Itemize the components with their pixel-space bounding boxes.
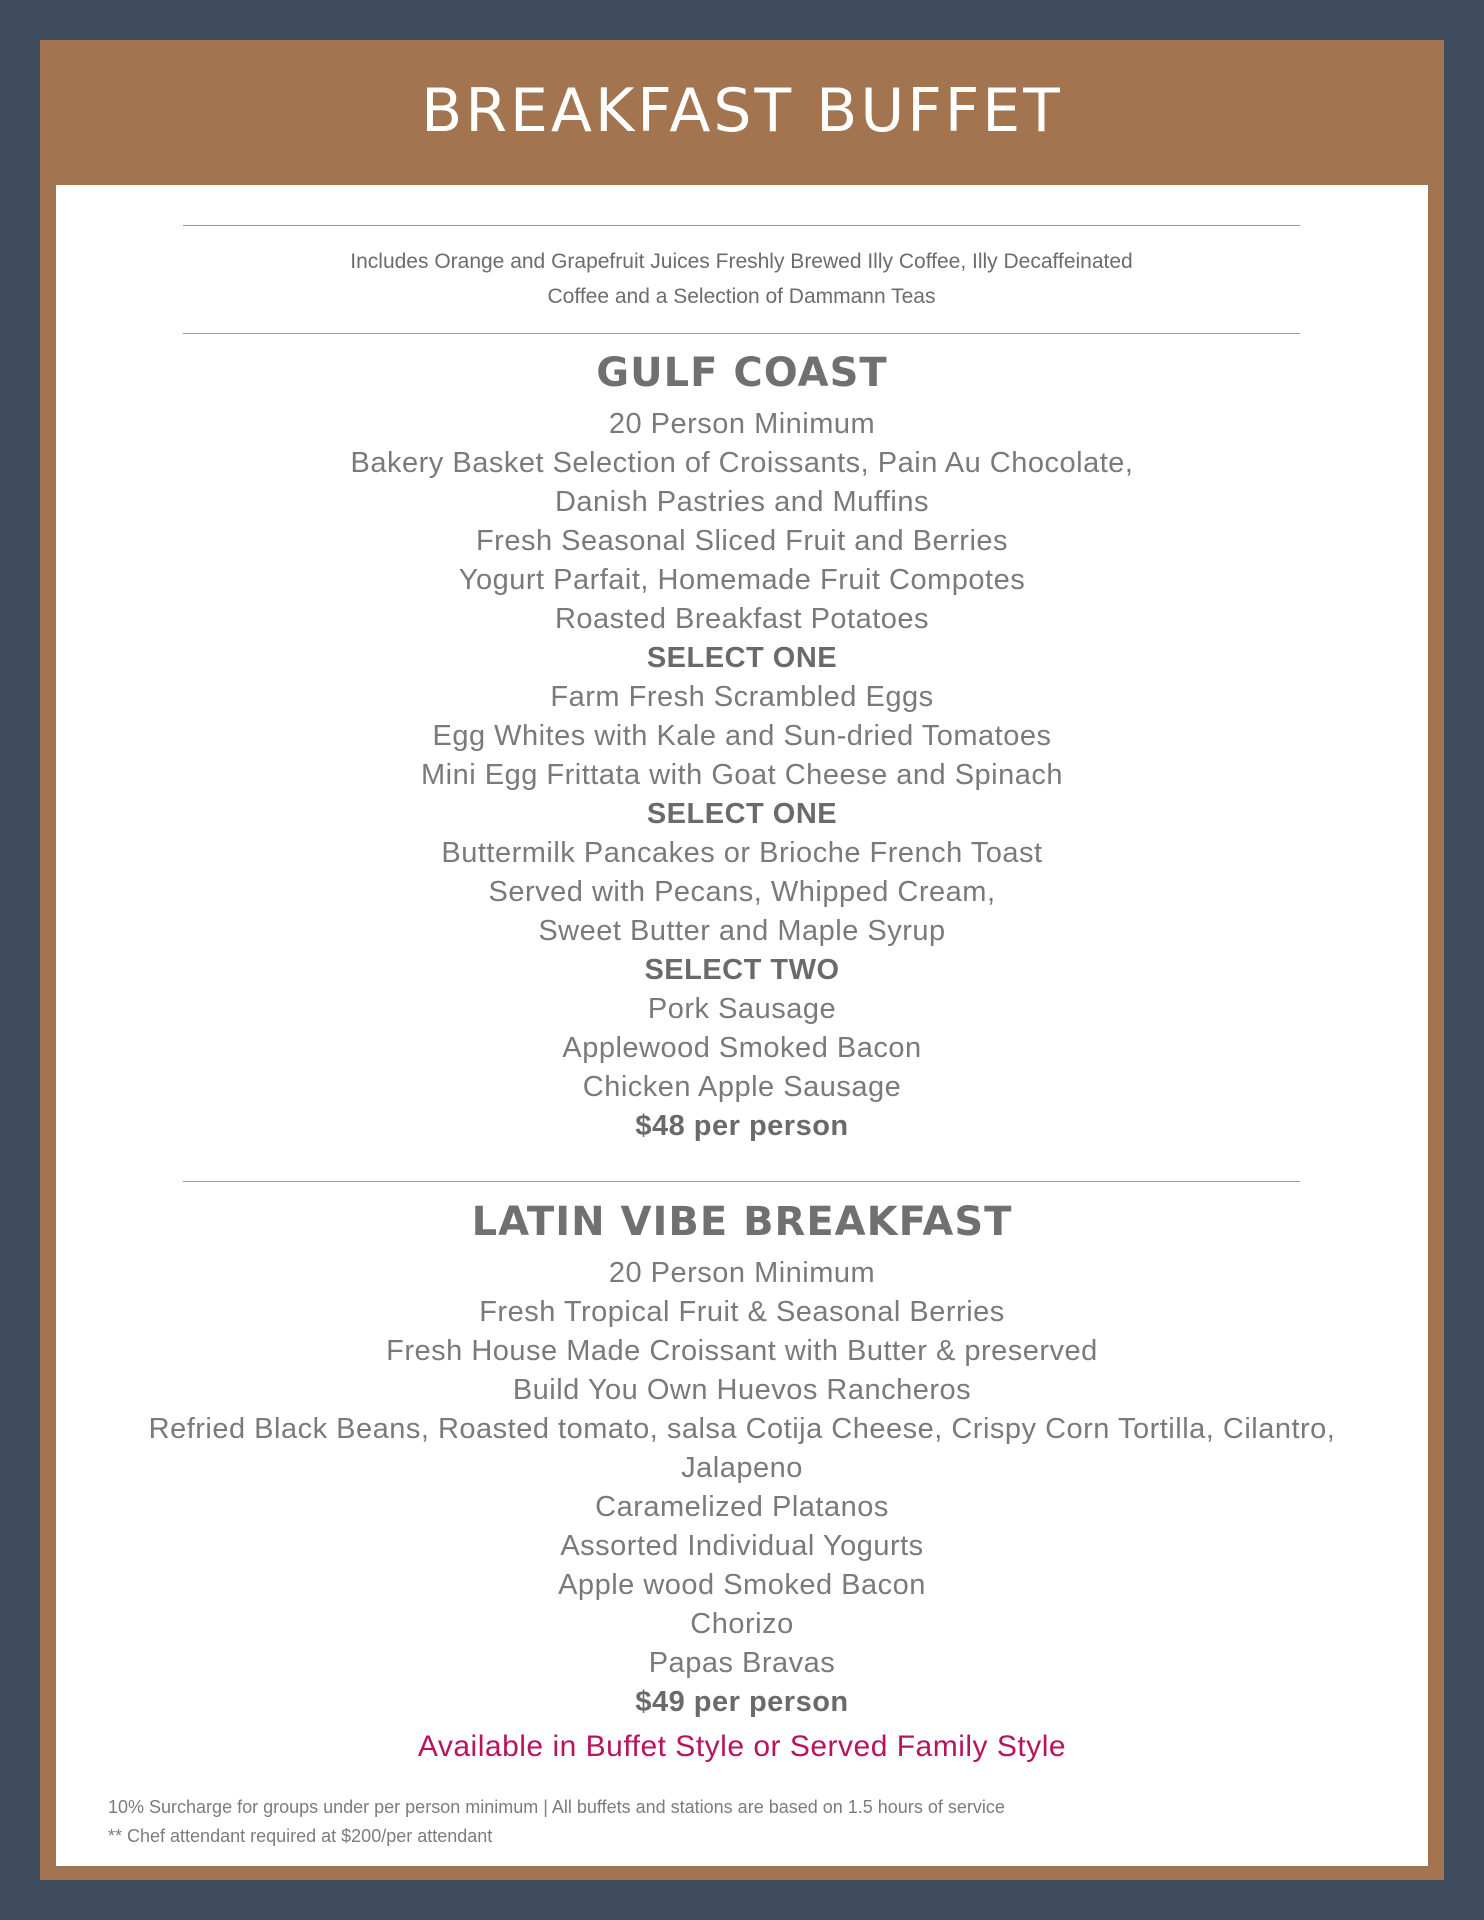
page-title: BREAKFAST BUFFET: [421, 76, 1063, 146]
menu-item: Buttermilk Pancakes or Brioche French Toast: [441, 837, 1043, 869]
menu-item: Bakery Basket Selection of Croissants, Pain Au Chocolate,: [350, 447, 1134, 479]
menu-item: Fresh House Made Croissant with Butter & preserved: [386, 1335, 1098, 1367]
price-label: $48 per person: [635, 1110, 849, 1142]
menu-item: Chorizo: [690, 1608, 794, 1640]
divider-top: [183, 225, 1300, 226]
section-heading-gulf-coast: GULF COAST: [596, 350, 888, 396]
includes-line-2: Coffee and a Selection of Dammann Teas: [547, 285, 936, 308]
menu-item: Yogurt Parfait, Homemade Fruit Compotes: [458, 564, 1026, 596]
menu-item: Applewood Smoked Bacon: [562, 1032, 922, 1064]
menu-item: Egg Whites with Kale and Sun-dried Tomatoes: [432, 720, 1052, 752]
menu-item: 20 Person Minimum: [608, 408, 876, 440]
menu-item: Sweet Butter and Maple Syrup: [538, 915, 946, 947]
menu-item: Papas Bravas: [648, 1647, 836, 1679]
availability-note: Available in Buffet Style or Served Family Style: [417, 1730, 1067, 1763]
divider-includes: [183, 333, 1300, 334]
menu-item: Build You Own Huevos Rancheros: [512, 1374, 972, 1406]
menu-item: 20 Person Minimum: [608, 1257, 876, 1289]
divider-sections: [183, 1181, 1300, 1182]
menu-item: Served with Pecans, Whipped Cream,: [488, 876, 996, 908]
menu-item: Apple wood Smoked Bacon: [558, 1569, 926, 1601]
selection-heading: SELECT ONE: [646, 642, 838, 674]
price-label: $49 per person: [635, 1686, 849, 1718]
selection-heading: SELECT TWO: [644, 954, 840, 986]
gulf-coast-items: [0, 405, 1484, 1146]
footnote-surcharge: 10% Surcharge for groups under per person minimum | All buffets and stations are based on 1.5 hours of service: [108, 1797, 1005, 1817]
menu-item: Fresh Tropical Fruit & Seasonal Berries: [479, 1296, 1005, 1328]
latin-vibe-items: [0, 1254, 1484, 1722]
menu-item: Danish Pastries and Muffins: [554, 486, 930, 518]
menu-item: Roasted Breakfast Potatoes: [554, 603, 930, 635]
menu-item: Caramelized Platanos: [595, 1491, 889, 1523]
footnote-chef: ** Chef attendant required at $200/per attendant: [108, 1826, 493, 1846]
menu-item: Refried Black Beans, Roasted tomato, salsa Cotija Cheese, Crispy Corn Tortilla, Cilantro, Jalapeno: [148, 1413, 1336, 1484]
section-heading-latin-vibe: LATIN VIBE BREAKFAST: [471, 1199, 1013, 1245]
menu-item: Farm Fresh Scrambled Eggs: [550, 681, 934, 713]
selection-heading: SELECT ONE: [646, 798, 838, 830]
includes-note: [183, 244, 1300, 314]
menu-item: Fresh Seasonal Sliced Fruit and Berries: [475, 525, 1009, 557]
menu-item: Chicken Apple Sausage: [582, 1071, 902, 1103]
includes-line-1: Includes Orange and Grapefruit Juices Freshly Brewed Illy Coffee, Illy Decaffeinated: [350, 250, 1133, 273]
menu-item: Mini Egg Frittata with Goat Cheese and Spinach: [421, 759, 1063, 791]
menu-item: Assorted Individual Yogurts: [560, 1530, 924, 1562]
menu-item: Pork Sausage: [647, 993, 837, 1025]
